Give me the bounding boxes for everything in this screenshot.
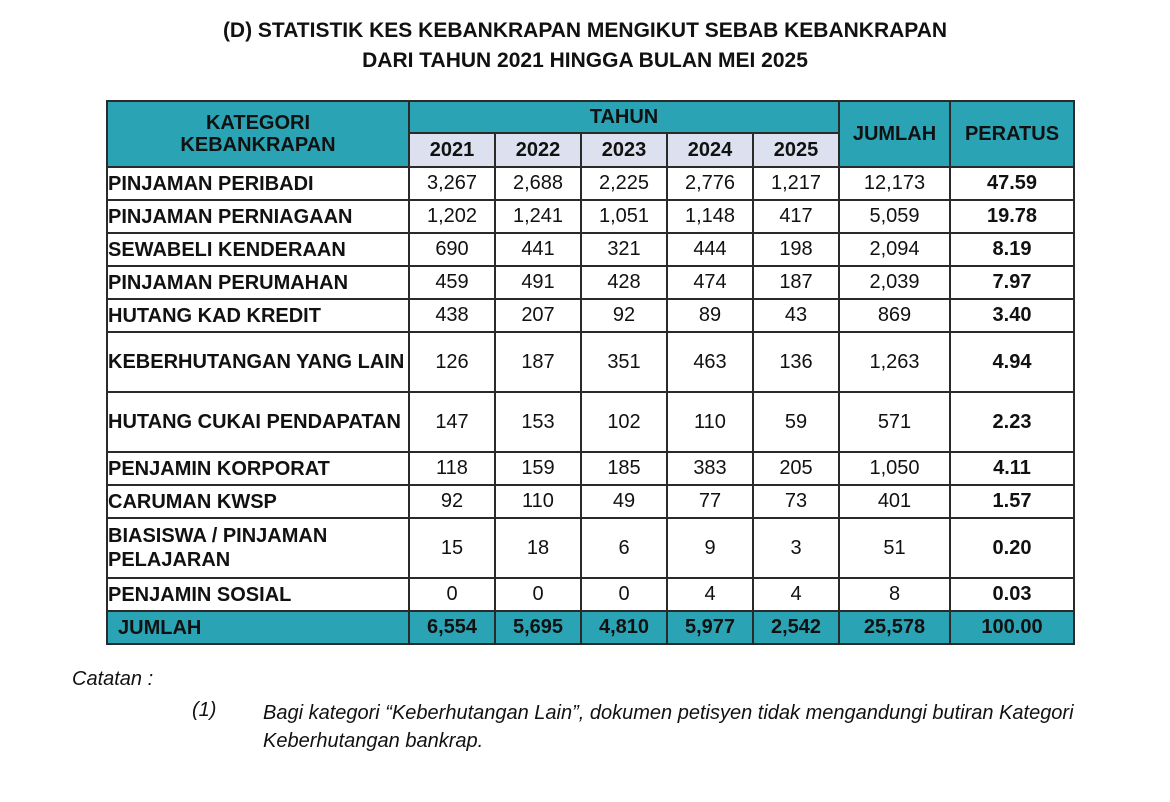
year-value-cell: 110	[495, 485, 581, 518]
year-value-cell: 6	[581, 518, 667, 578]
row-jumlah: 12,173	[839, 167, 950, 200]
year-value-cell: 438	[409, 299, 495, 332]
year-value-cell: 428	[581, 266, 667, 299]
table-row	[107, 452, 1074, 485]
total-jumlah: 25,578	[839, 611, 950, 644]
total-row	[107, 611, 1074, 644]
total-year-value: 5,977	[667, 611, 753, 644]
year-value-cell: 92	[581, 299, 667, 332]
year-value-cell: 4	[753, 578, 839, 611]
row-category: PENJAMIN SOSIAL	[107, 578, 409, 611]
header-year: 2025	[753, 133, 839, 167]
row-category: PINJAMAN PERIBADI	[107, 167, 409, 200]
row-category: KEBERHUTANGAN YANG LAIN	[107, 332, 409, 392]
row-category: HUTANG CUKAI PENDAPATAN	[107, 392, 409, 452]
year-value-cell: 102	[581, 392, 667, 452]
row-category: PENJAMIN KORPORAT	[107, 452, 409, 485]
header-category-line1: KATEGORI	[205, 112, 311, 134]
year-value-cell: 0	[581, 578, 667, 611]
title-line-2: DARI TAHUN 2021 HINGGA BULAN MEI 2025	[362, 49, 808, 72]
row-jumlah: 51	[839, 518, 950, 578]
year-value-cell: 49	[581, 485, 667, 518]
row-jumlah: 401	[839, 485, 950, 518]
year-value-cell: 18	[495, 518, 581, 578]
year-value-cell: 15	[409, 518, 495, 578]
row-jumlah: 5,059	[839, 200, 950, 233]
year-value-cell: 3	[753, 518, 839, 578]
year-value-cell: 77	[667, 485, 753, 518]
table-row	[107, 299, 1074, 332]
header-category-line2: KEBANKRAPAN	[180, 134, 336, 156]
year-value-cell: 198	[753, 233, 839, 266]
year-value-cell: 690	[409, 233, 495, 266]
note-number: (1)	[192, 699, 217, 721]
year-value-cell: 110	[667, 392, 753, 452]
row-jumlah: 571	[839, 392, 950, 452]
year-value-cell: 1,241	[495, 200, 581, 233]
year-value-cell: 2,776	[667, 167, 753, 200]
year-value-cell: 9	[667, 518, 753, 578]
year-value-cell: 205	[753, 452, 839, 485]
table-row	[107, 485, 1074, 518]
row-category: CARUMAN KWSP	[107, 485, 409, 518]
table-row	[107, 518, 1074, 578]
year-value-cell: 444	[667, 233, 753, 266]
year-value-cell: 0	[495, 578, 581, 611]
year-value-cell: 491	[495, 266, 581, 299]
table-row	[107, 233, 1074, 266]
year-value-cell: 187	[495, 332, 581, 392]
year-value-cell: 207	[495, 299, 581, 332]
row-category: PINJAMAN PERNIAGAAN	[107, 200, 409, 233]
year-value-cell: 0	[409, 578, 495, 611]
year-value-cell: 4	[667, 578, 753, 611]
year-value-cell: 185	[581, 452, 667, 485]
row-jumlah: 2,039	[839, 266, 950, 299]
year-value-cell: 459	[409, 266, 495, 299]
header-peratus: PERATUS	[950, 101, 1074, 167]
row-peratus: 1.57	[950, 485, 1074, 518]
row-peratus: 8.19	[950, 233, 1074, 266]
header-year: 2024	[667, 133, 753, 167]
header-tahun: TAHUN	[409, 101, 839, 133]
row-category: BIASISWA / PINJAMAN PELAJARAN	[107, 518, 409, 578]
year-value-cell: 118	[409, 452, 495, 485]
total-year-value: 4,810	[581, 611, 667, 644]
table-row	[107, 332, 1074, 392]
notes-label: Catatan :	[72, 668, 154, 690]
document-title	[0, 16, 1170, 76]
year-value-cell: 153	[495, 392, 581, 452]
row-peratus: 19.78	[950, 200, 1074, 233]
row-peratus: 2.23	[950, 392, 1074, 452]
row-peratus: 0.20	[950, 518, 1074, 578]
row-peratus: 4.94	[950, 332, 1074, 392]
year-value-cell: 187	[753, 266, 839, 299]
table-body	[107, 167, 1074, 644]
year-value-cell: 1,148	[667, 200, 753, 233]
row-peratus: 3.40	[950, 299, 1074, 332]
year-value-cell: 417	[753, 200, 839, 233]
header-year: 2022	[495, 133, 581, 167]
header-year: 2021	[409, 133, 495, 167]
total-year-value: 6,554	[409, 611, 495, 644]
row-jumlah: 1,050	[839, 452, 950, 485]
year-value-cell: 136	[753, 332, 839, 392]
table-row	[107, 578, 1074, 611]
header-category	[107, 101, 409, 167]
table-row	[107, 200, 1074, 233]
row-peratus: 47.59	[950, 167, 1074, 200]
year-value-cell: 89	[667, 299, 753, 332]
year-value-cell: 3,267	[409, 167, 495, 200]
year-value-cell: 92	[409, 485, 495, 518]
row-jumlah: 1,263	[839, 332, 950, 392]
year-value-cell: 474	[667, 266, 753, 299]
year-value-cell: 1,202	[409, 200, 495, 233]
table-row	[107, 266, 1074, 299]
row-peratus: 7.97	[950, 266, 1074, 299]
total-year-value: 2,542	[753, 611, 839, 644]
table-row	[107, 392, 1074, 452]
row-category: PINJAMAN PERUMAHAN	[107, 266, 409, 299]
row-jumlah: 8	[839, 578, 950, 611]
header-jumlah: JUMLAH	[839, 101, 950, 167]
table-row	[107, 167, 1074, 200]
year-value-cell: 43	[753, 299, 839, 332]
year-value-cell: 383	[667, 452, 753, 485]
row-peratus: 0.03	[950, 578, 1074, 611]
year-value-cell: 441	[495, 233, 581, 266]
total-year-value: 5,695	[495, 611, 581, 644]
year-value-cell: 351	[581, 332, 667, 392]
year-value-cell: 321	[581, 233, 667, 266]
year-value-cell: 1,217	[753, 167, 839, 200]
year-value-cell: 59	[753, 392, 839, 452]
year-value-cell: 73	[753, 485, 839, 518]
year-value-cell: 1,051	[581, 200, 667, 233]
row-category: HUTANG KAD KREDIT	[107, 299, 409, 332]
row-jumlah: 869	[839, 299, 950, 332]
year-value-cell: 159	[495, 452, 581, 485]
note-text: Bagi kategori “Keberhutangan Lain”, dokumen petisyen tidak mengandungi butiran Kategori Keberhutangan bankrap.	[263, 702, 1074, 752]
header-year: 2023	[581, 133, 667, 167]
year-value-cell: 2,688	[495, 167, 581, 200]
row-jumlah: 2,094	[839, 233, 950, 266]
year-value-cell: 126	[409, 332, 495, 392]
total-peratus: 100.00	[950, 611, 1074, 644]
bankruptcy-statistics-table	[106, 100, 1075, 645]
row-peratus: 4.11	[950, 452, 1074, 485]
year-value-cell: 2,225	[581, 167, 667, 200]
year-value-cell: 463	[667, 332, 753, 392]
title-line-1: (D) STATISTIK KES KEBANKRAPAN MENGIKUT SEBAB KEBANKRAPAN	[222, 19, 948, 42]
row-category: SEWABELI KENDERAAN	[107, 233, 409, 266]
year-value-cell: 147	[409, 392, 495, 452]
total-label: JUMLAH	[107, 611, 409, 644]
